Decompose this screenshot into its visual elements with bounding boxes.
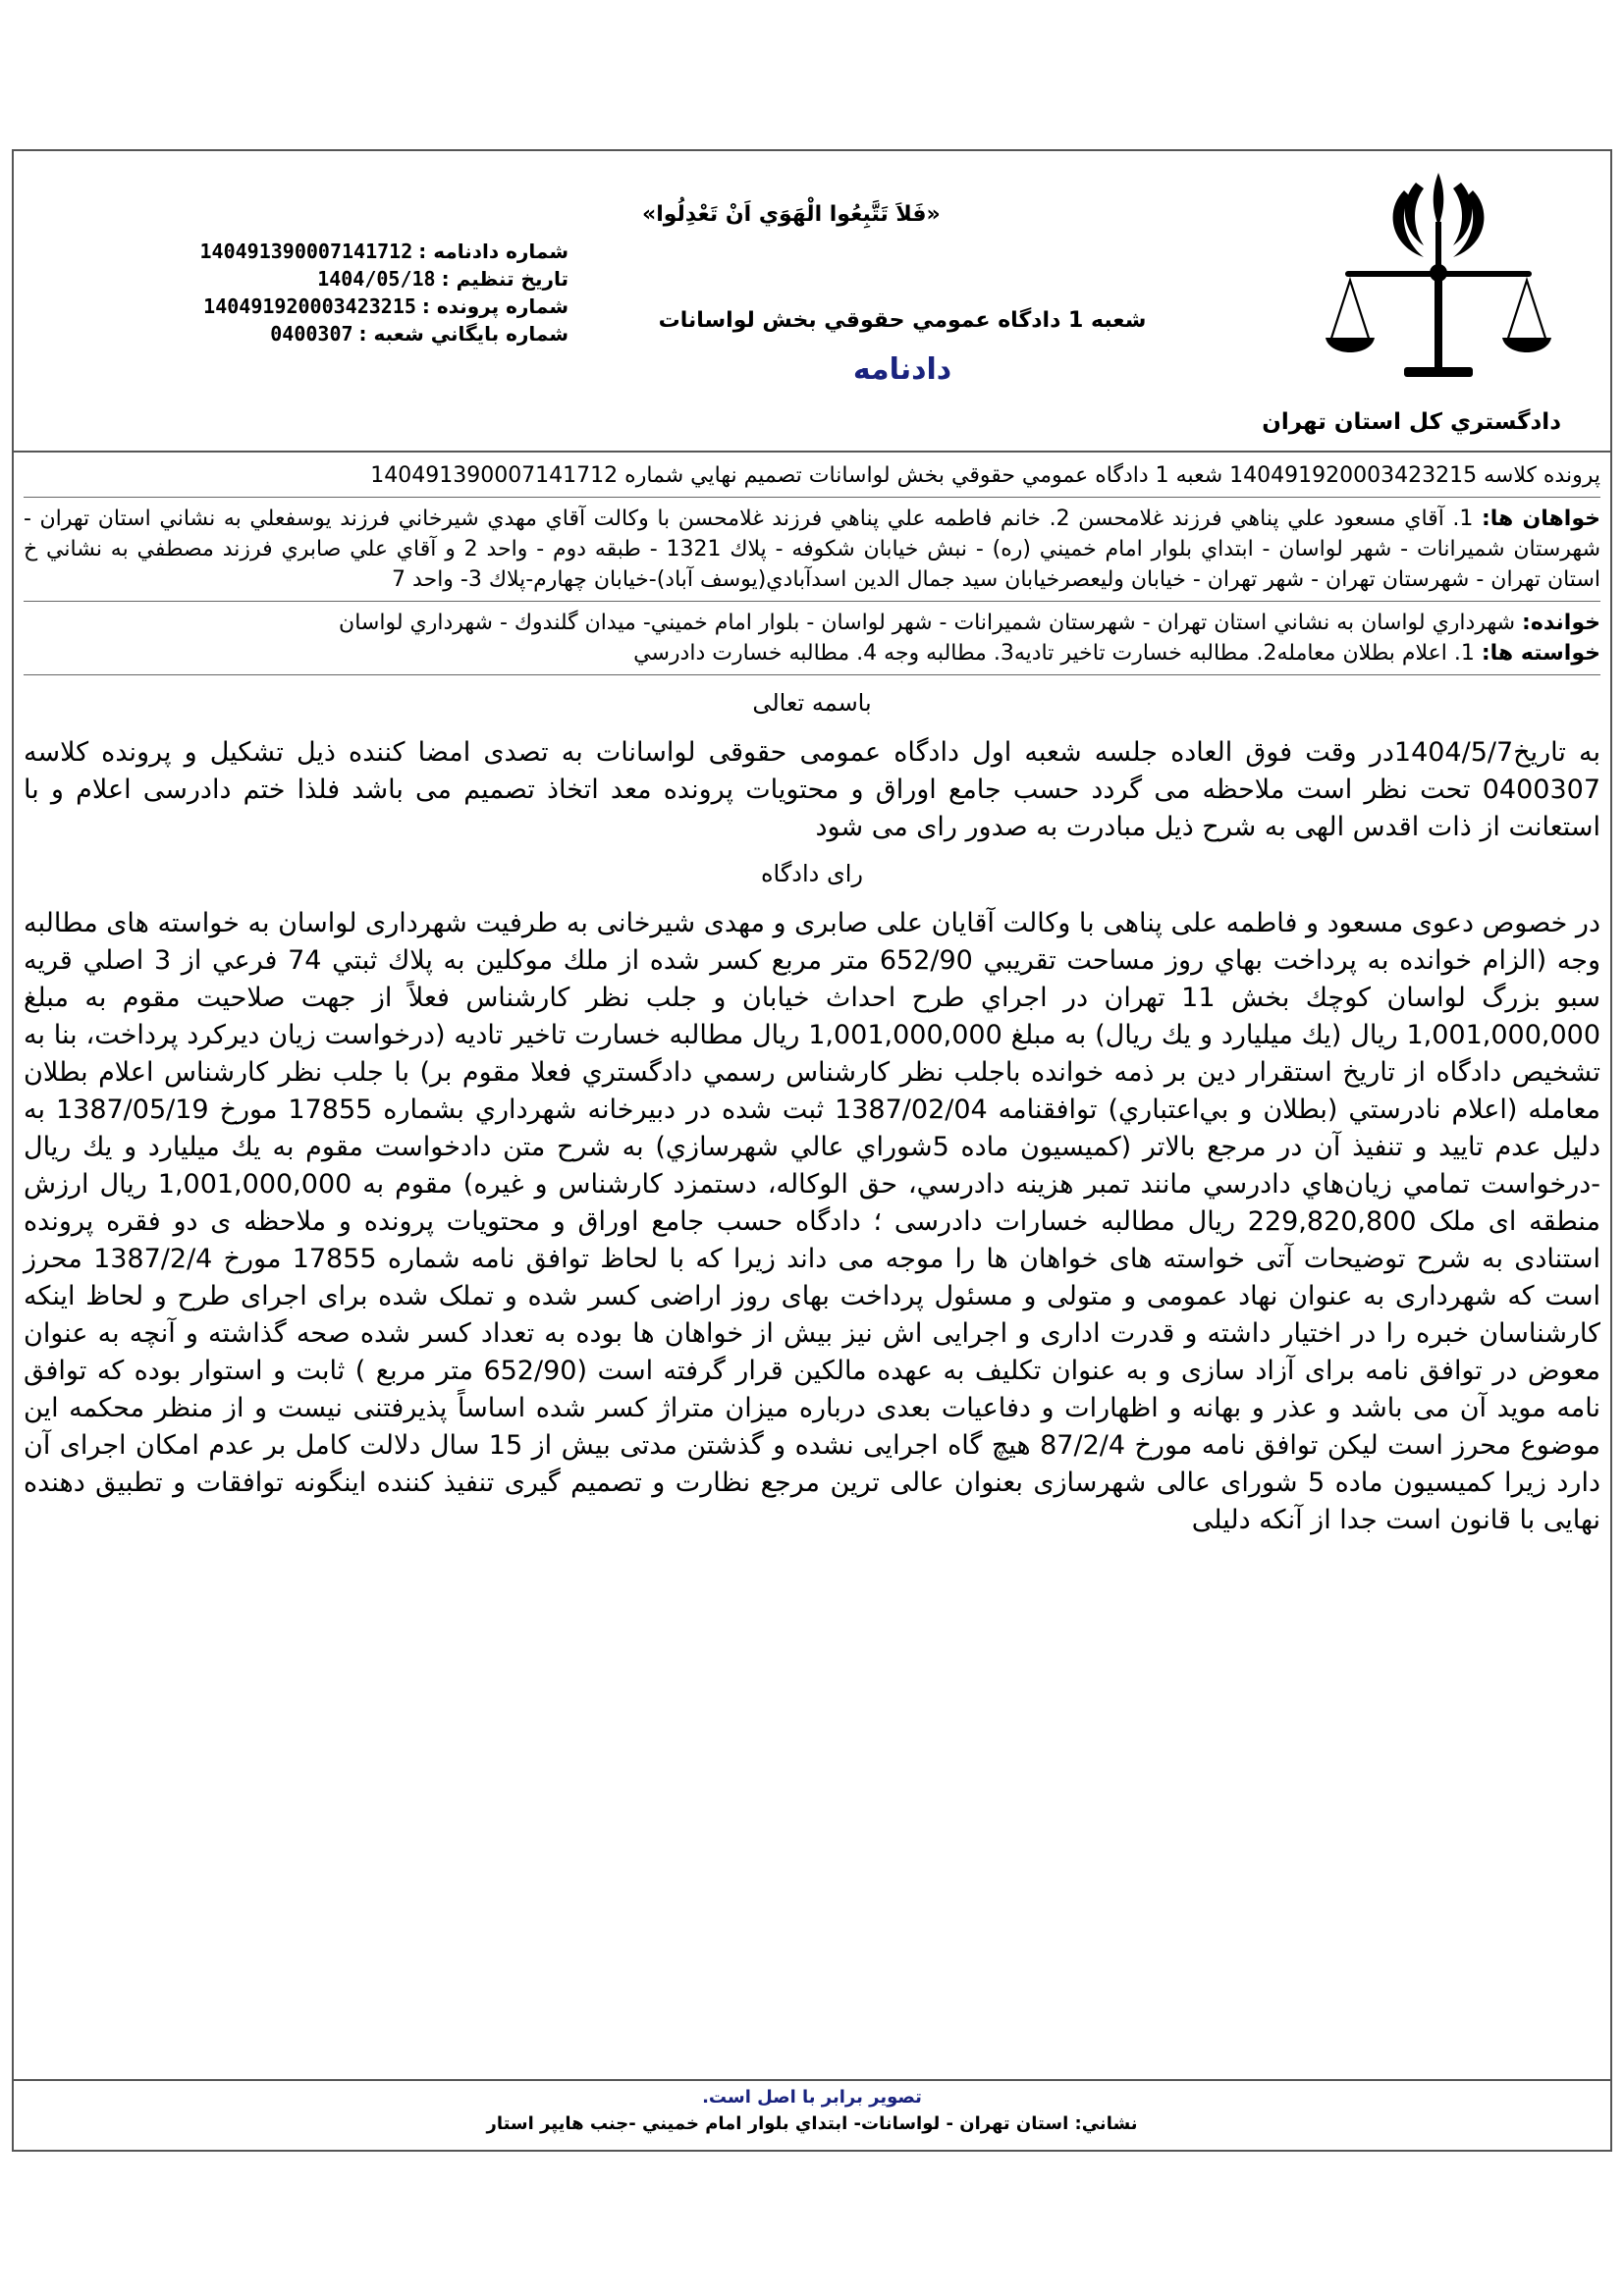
iran-emblem-scales-icon — [1326, 161, 1551, 397]
document-footer — [14, 2079, 1610, 2150]
verdict-paragraph: در خصوص دعوی مسعود و فاطمه علی پناهی با وکالت آقایان علی صابری و مهدی شیرخانی به طرفیت شهرداری لواسان به خواسته های مطالبه وجه (الزام خوانده به پرداخت بهاي روز مساحت تقريبي 652/90 متر مربع كسر شده از ملك موكلين به پلاك ثبتي 74 فرعي از 3 اصلي قريه سبو بزرگ لواسان كوچك بخش 11 تهران در اجراي طرح احداث خيابان و جلب نظر كارشناس فعلاً از جهت صلاحيت مقوم به مبلغ 1,001,000,000 ريال (يك ميليارد و يك ريال) به مبلغ 1,001,000,000 ريال مطالبه خسارت تاخير تاديه (درخواست زيان ديركرد پرداخت، بنا به تشخيص دادگاه از تاريخ استقرار دين بر ذمه خوانده باجلب نظر كارشناس رسمي دادگستري فعلا مقوم بر) با جلب نظر كارشناس اعلام بطلان معامله (اعلام نادرستي (بطلان و بي‌اعتباري) توافقنامه 1387/02/04 ثبت شده در دبيرخانه شهرداري بشماره 17855 مورخ 1387/05/19 به دليل عدم تاييد و تنفيذ آن در مرجع بالاتر (كميسيون ماده 5شوراي عالي شهرسازي) به شرح متن دادخواست مقوم به يك ميليارد و يك ريال -درخواست تمامي زيان‌هاي دادرسي مانند تمبر هزينه دادرسي، حق الوكاله، دستمزد كارشناس و غيره) مقوم به 1,001,000,000 ریال ارزش منطقه ای ملک 229,820,800 ریال مطالبه خسارات دادرسی ؛ دادگاه حسب جامع اوراق و محتویات پرونده و ملاحظه ی دو فقره پرونده استنادی به شرح توضیحات آتی خواسته های خواهان ها را موجه می داند زیرا که با لحاظ توافق نامه شماره 17855 مورخ 1387/2/4 محرز است که شهرداری به عنوان نهاد عمومی و متولی و مسئول پرداخت بهای روز اراضی کسر شده و تملک شده برای اجرای طرح و لحاظ اینکه کارشناسان خبره را در اختیار داشته و قدرت اداری و اجرایی اش نیز بیش از خواهان ها بوده به تعداد کسر شده صحه گذاشته و آنچه به عنوان معوض در توافق نامه برای آزاد سازی و به عنوان تکلیف به عهده مالکین قرار گرفته است (652/90 متر مربع ) ثابت و استوار بوده که توافق نامه موید آن می باشد و عذر و بهانه و اظهارات و دفاعیات بعدی درباره میزان متراژ کسر شده اساساً پذیرفتنی نیست و از منظر محکمه این موضوع محرز است لیکن توافق نامه مورخ 87/2/4 هیچ گاه اجرایی نشده و گذشتن مدتی بیش از 15 سال دلالت کامل بر عدم امکان اجرای آن دارد زیرا کمیسیون ماده 5 شورای عالی شهرسازی بعنوان عالی ترین مرجع نظارت و تصمیم گیری تنفیذ کننده اینگونه توافقات و تطبیق دهنده نهایی با قانون است جدا از آنکه دلیلی — [24, 908, 1601, 1535]
meta-archive-number: شماره بايگاني شعبه : 0400307 — [270, 322, 568, 346]
divider — [24, 674, 1600, 675]
meta-issue-date: تاريخ تنظيم : 1404/05/18 — [317, 267, 568, 291]
court-branch-title: شعبه 1 دادگاه عمومي حقوقي بخش لواسانات — [658, 308, 1147, 333]
verdict-heading: رای دادگاه — [760, 860, 864, 887]
claims — [24, 638, 1600, 668]
case-line: پرونده كلاسه 140491920003423215 شعبه 1 دادگاه عمومي حقوقي بخش لواسانات تصميم نهايي شماره 140491390007141712 — [370, 463, 1600, 488]
court-province-label: دادگستري كل استان تهران — [1262, 409, 1561, 435]
divider — [24, 601, 1600, 602]
document-header — [14, 151, 1610, 453]
document-title: دادنامه — [852, 352, 952, 387]
meta-judgment-number: شماره دادنامه : 140491390007141712 — [199, 240, 568, 263]
divider — [24, 497, 1600, 498]
claims-text: 1. اعلام بطلان معامله2. مطالبه خسارت تاخير تاديه3. مطالبه وجه 4. مطالبه خسارت دادرسي — [633, 641, 1475, 666]
meta-case-number: شماره پرونده : 140491920003423215 — [203, 294, 568, 318]
basmala-heading: باسمه تعالی — [752, 689, 872, 717]
copy-certification: تصوير برابر با اصل است. — [702, 2087, 922, 2108]
document-frame — [12, 149, 1612, 2152]
document-body — [24, 460, 1600, 1539]
plaintiffs-label: خواهان ها: — [1481, 507, 1601, 531]
defendant-label: خوانده: — [1522, 611, 1600, 635]
intro-paragraph: به تاریخ1404/5/7در وقت فوق العاده جلسه شعبه اول دادگاه عمومی حقوقی لواسانات به تصدی امضا کننده ذیل تشکیل و پرونده کلاسه 0400307 تحت نظر است ملاحظه می گردد حسب جامع اوراق و محتویات پرونده معد اتخاذ تصمیم می باشد فلذا ختم دادرسی اعلام و با استعانت از ذات اقدس الهی به شرح ذیل مبادرت به صدور رای می شود — [24, 737, 1600, 842]
case-metadata — [156, 238, 568, 347]
claims-label: خواسته ها: — [1481, 641, 1600, 666]
defendant-text: شهرداري لواسان به نشاني استان تهران - شهرستان شميرانات - شهر لواسان - بلوار امام خميني- ميدان گلندوك - شهرداري لواسان — [339, 611, 1516, 635]
defendant — [24, 608, 1600, 638]
plaintiffs — [24, 504, 1600, 595]
court-address: نشاني: استان تهران - لواسانات- ابتداي بلوار امام خميني -جنب هايپر استار — [486, 2113, 1138, 2134]
quran-verse: «فَلاَ تَتَّبِعُوا الْهَوَي اَنْ تَعْدِلُوا» — [642, 202, 941, 227]
plaintiffs-text: 1. آقاي مسعود علي پناهي فرزند غلامحسن 2. خانم فاطمه علي پناهي فرزند غلامحسن با وكالت آقاي مهدي شيرخاني فرزند يوسفعلي به نشاني استان تهران - شهرستان شميرانات - شهر لواسان - ابتداي بلوار امام خميني (ره) - نبش خيابان شكوفه - پلاك 1321 - طبقه دوم - واحد 2 و آقاي علي صابري فرزند مصطفي به نشاني خ استان تهران - شهرستان تهران - شهر تهران - خيابان وليعصرخيابان سيد جمال الدين اسدآبادي(يوسف آباد)-خيابان چهارم-پلاك 3- واحد 7 — [24, 507, 1600, 592]
